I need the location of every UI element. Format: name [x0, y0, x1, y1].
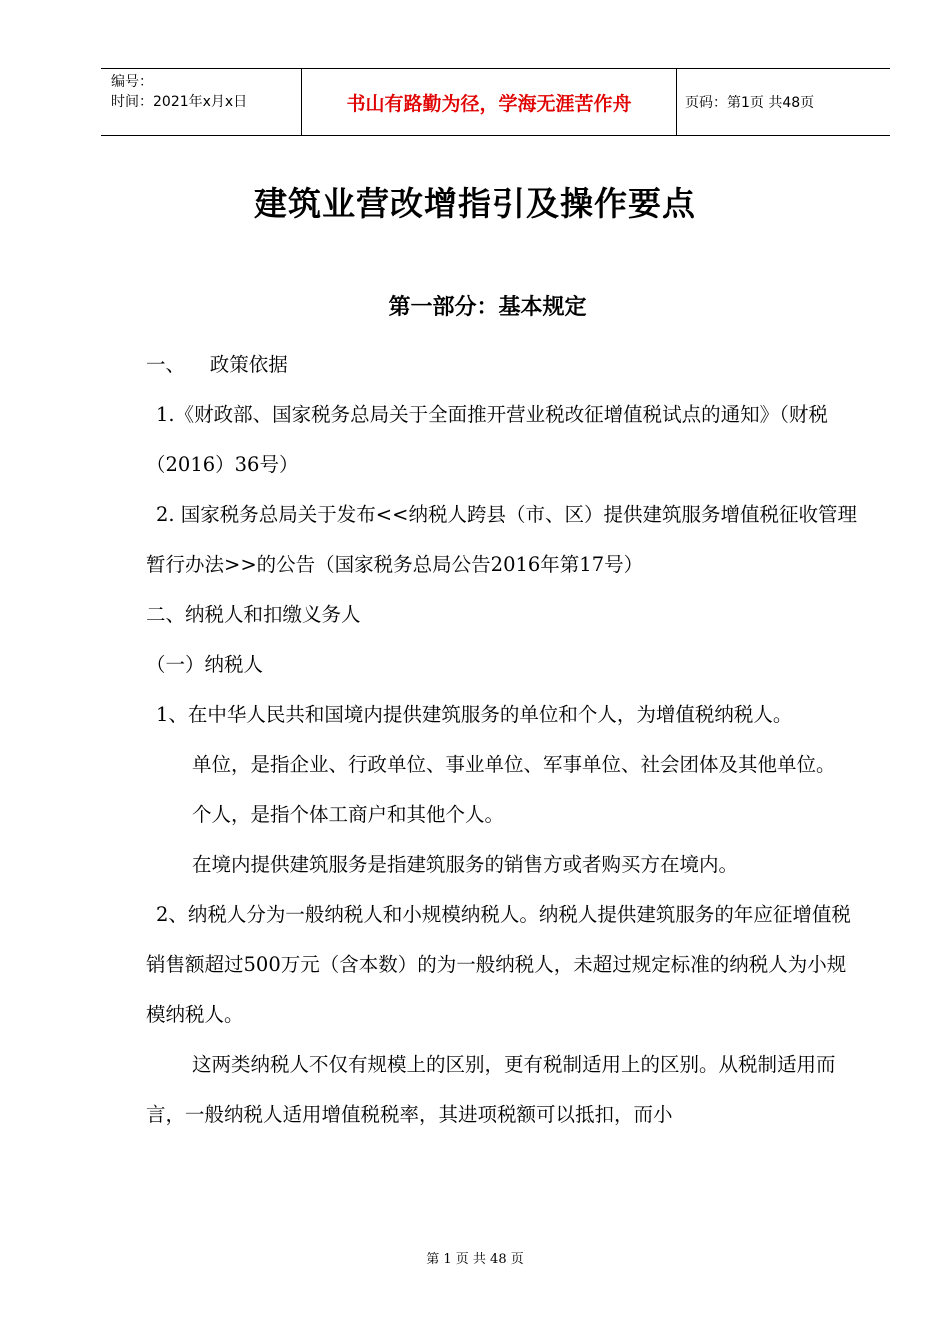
subsection-heading: （一）纳税人 [146, 653, 264, 676]
document-body [146, 340, 858, 1140]
document-time-label: 时间：2021年x月x日 [111, 94, 248, 110]
part-title: 第一部分：基本规定 [388, 295, 587, 320]
header-motto: 书山有路勤为径，学海无涯苦作舟 [302, 69, 677, 135]
paragraph: 在境内提供建筑服务是指建筑服务的销售方或者购买方在境内。 [192, 853, 739, 876]
paragraph: 2、纳税人分为一般纳税人和小规模纳税人。纳税人提供建筑服务的年应征增值税销售额超过500万元（含本数）的为一般纳税人，未超过规定标准的纳税人为小规模纳税人。 [146, 903, 851, 1026]
paragraph: 这两类纳税人不仅有规模上的区别，更有税制适用上的区别。从税制适用而言，一般纳税人适用增值税税率，其进项税额可以抵扣，而小 [146, 1053, 836, 1126]
section-heading: 二、纳税人和扣缴义务人 [146, 603, 361, 626]
paragraph: 1.《财政部、国家税务总局关于全面推开营业税改征增值税试点的通知》（财税（2016）36号） [146, 403, 828, 476]
document-number-label: 编号： [111, 74, 153, 90]
section-heading: 一、 政策依据 [146, 353, 288, 376]
header-meta [101, 69, 302, 135]
page-footer: 第 1 页 共 48 页 [426, 1252, 524, 1267]
header-page-info: 页码：第1页 共48页 [685, 95, 815, 111]
paragraph: 单位，是指企业、行政单位、事业单位、军事单位、社会团体及其他单位。 [192, 753, 836, 776]
paragraph: 1、在中华人民共和国境内提供建筑服务的单位和个人，为增值税纳税人。 [156, 703, 793, 726]
page-header [101, 68, 890, 136]
document-title: 建筑业营改增指引及操作要点 [254, 184, 696, 223]
paragraph: 2. 国家税务总局关于发布<<纳税人跨县（市、区）提供建筑服务增值税征收管理暂行办法>>的公告（国家税务总局公告2016年第17号） [146, 503, 857, 576]
paragraph: 个人，是指个体工商户和其他个人。 [192, 803, 505, 826]
